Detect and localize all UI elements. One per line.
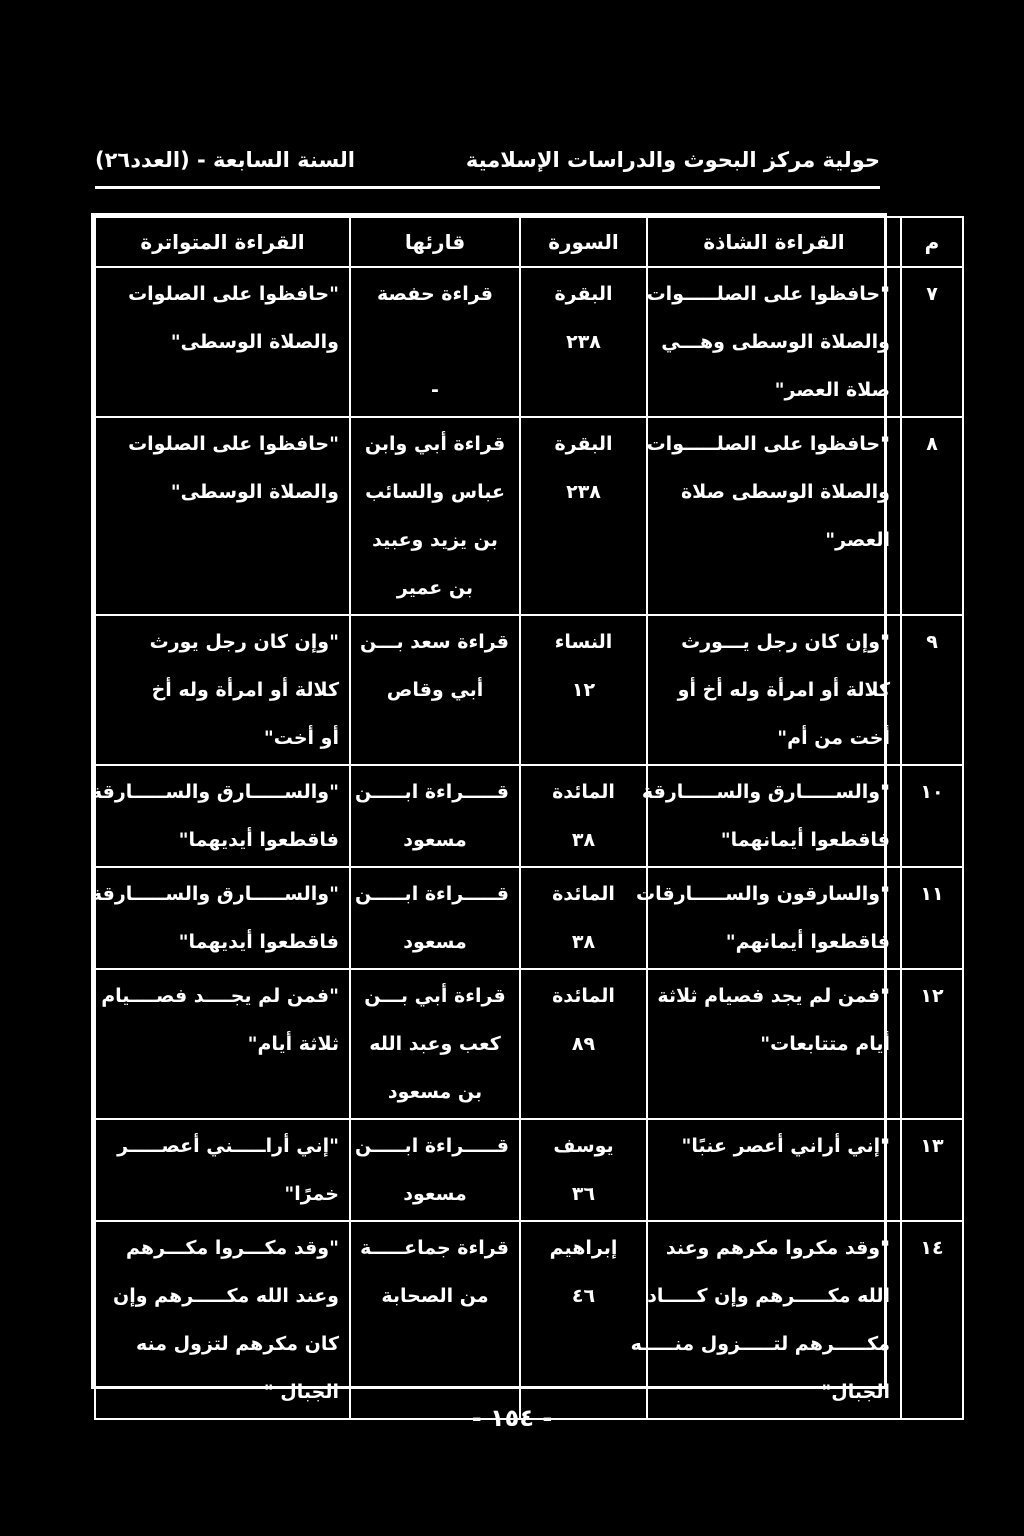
mutawatir-reading-cell — [90, 867, 350, 969]
table-header-row — [95, 217, 963, 267]
sura-cell-line: يوسف — [553, 1135, 614, 1157]
table-row — [95, 867, 963, 969]
table-row — [95, 969, 963, 1119]
sura-cell — [520, 417, 647, 615]
sura-cell — [520, 969, 647, 1119]
mutawatir-reading-cell — [95, 969, 350, 1119]
shadh-reading-cell-line: والصلاة الوسطى صلاة — [680, 481, 890, 503]
shadh-reading-cell-line: "وإن كان رجل يـــورث — [681, 631, 890, 653]
shadh-reading-cell — [647, 267, 901, 417]
shadh-reading-cell-line: فاقطعوا أيمانهما" — [720, 829, 890, 851]
sura-cell-line: ٢٣٨ — [566, 331, 601, 353]
mutawatir-reading-cell — [95, 1221, 350, 1419]
mutawatir-reading-cell-line: "وإن كان رجل يورث — [149, 631, 339, 653]
mutawatir-reading-cell-line: فاقطعوا أيديهما" — [178, 829, 339, 851]
sura-cell-line: المائدة — [552, 883, 615, 905]
shadh-reading-cell-line: "حافظوا على الصلـــــوات — [646, 283, 890, 305]
mutawatir-reading-cell-line: "إني أراـــــني أعصـــــر — [117, 1135, 339, 1157]
shadh-reading-cell-line: مكـــــرهم لتـــــزول منـــــه — [630, 1333, 890, 1355]
sura-cell-line: البقرة — [554, 433, 613, 455]
reader-cell-line: كعب وعبد الله — [369, 1033, 501, 1055]
shadh-reading-cell-line: العصر" — [825, 529, 890, 551]
mutawatir-reading-cell — [95, 615, 350, 765]
page-header — [95, 140, 880, 180]
mutawatir-reading-cell — [95, 417, 350, 615]
reader-cell-line: قراءة جماعـــــة — [360, 1237, 509, 1259]
mutawatir-reading-cell-line: والصلاة الوسطى" — [170, 481, 339, 503]
shadh-reading-cell-line: والصلاة الوسطى وهـــي — [661, 331, 890, 353]
sura-cell-line: ٣٦ — [571, 1183, 596, 1205]
table-row — [95, 267, 963, 417]
shadh-reading-cell-line: صلاة العصر" — [774, 379, 890, 401]
shadh-reading-cell — [647, 615, 901, 765]
row-number: ١٠ — [901, 765, 963, 867]
shadh-reading-cell-line: "وقد مكروا مكرهم وعند — [665, 1237, 890, 1259]
header-mutawatir: القراءة المتواترة — [95, 217, 350, 267]
mutawatir-reading-cell-line: أو أخت" — [263, 727, 339, 749]
row-number: ١٤ — [901, 1221, 963, 1419]
shadh-reading-cell-line: "حافظوا على الصلـــــوات — [646, 433, 890, 455]
reader-cell — [350, 1119, 520, 1221]
shadh-reading-cell-line: فاقطعوا أيمانهم" — [725, 931, 890, 953]
shadh-reading-cell — [647, 417, 901, 615]
table-row — [95, 1221, 963, 1419]
sura-cell-line: ٢٣٨ — [566, 481, 601, 503]
mutawatir-reading-cell-line: والصلاة الوسطى" — [170, 331, 339, 353]
header-rule — [95, 186, 880, 189]
reader-cell-line: بن مسعود — [387, 1081, 483, 1103]
table-row — [95, 765, 963, 867]
reader-cell-line: بن عمير — [396, 577, 474, 599]
shadh-reading-cell-line: "والســـــارق والســـــارقة — [641, 781, 890, 803]
table-row — [95, 417, 963, 615]
row-number: ١١ — [901, 867, 963, 969]
reader-cell-line: مسعود — [403, 1183, 467, 1205]
row-number: ٩ — [901, 615, 963, 765]
reader-cell-line: عباس والسائب — [365, 481, 505, 503]
shadh-reading-cell-line: "فمن لم يجد فصيام ثلاثة — [657, 985, 890, 1007]
sura-cell-line: إبراهيم — [549, 1237, 618, 1259]
sura-cell-line: المائدة — [552, 985, 615, 1007]
page-number: - ١٥٤ - — [471, 1404, 553, 1432]
mutawatir-reading-cell-line: "وقد مكـــروا مكـــرهم — [126, 1237, 339, 1259]
mutawatir-reading-cell-line: كلالة أو امرأة وله أخ — [151, 679, 339, 701]
mutawatir-reading-cell-line: "والســـــارق والســـــارقة — [90, 781, 339, 803]
shadh-reading-cell-line: كلالة أو امرأة وله أخ أو — [677, 679, 890, 701]
reader-cell-line: مسعود — [403, 829, 467, 851]
sura-cell — [520, 867, 647, 969]
table-row — [95, 615, 963, 765]
reader-cell-line: أبي وقاص — [386, 679, 484, 701]
mutawatir-reading-cell-line: خمرًا" — [284, 1183, 339, 1205]
reader-cell-line: قـــــراءة ابـــــن — [354, 883, 509, 905]
shadh-reading-cell-line: الجبال" — [821, 1381, 890, 1403]
sura-cell-line: المائدة — [552, 781, 615, 803]
reader-cell-line: قـــــراءة ابـــــن — [354, 1135, 509, 1157]
mutawatir-reading-cell-line: ثلاثة أيام" — [247, 1033, 339, 1055]
shadh-reading-cell-line: أخت من أم" — [777, 727, 890, 749]
sura-cell-line: ٨٩ — [571, 1033, 596, 1055]
reader-cell-line: قراءة أبي بـــن — [364, 985, 506, 1007]
mutawatir-reading-cell — [95, 1119, 350, 1221]
shadh-reading-cell-line: أيام متتابعات" — [760, 1033, 890, 1055]
sura-cell-line: ١٢ — [571, 679, 596, 701]
reader-cell — [350, 615, 520, 765]
mutawatir-reading-cell — [90, 765, 350, 867]
journal-title: حولية مركز البحوث والدراسات الإسلامية — [465, 148, 880, 172]
header-shadh: القراءة الشاذة — [647, 217, 901, 267]
sura-cell-line: النساء — [554, 631, 613, 653]
sura-cell-line: ٣٨ — [571, 829, 596, 851]
reader-cell — [350, 417, 520, 615]
reader-cell-line: قراءة أبي وابن — [364, 433, 506, 455]
row-number: ٨ — [901, 417, 963, 615]
reader-cell-line: مسعود — [403, 931, 467, 953]
mutawatir-reading-cell-line: "والســـــارق والســـــارقة — [90, 883, 339, 905]
reader-cell-line: قراءة سعد بـــن — [359, 631, 509, 653]
sura-cell — [520, 1119, 647, 1221]
mutawatir-reading-cell-line: كان مكرهم لتزول منه — [136, 1333, 339, 1355]
sura-cell-line: ٣٨ — [571, 931, 596, 953]
reader-cell-line: من الصحابة — [381, 1285, 489, 1307]
sura-cell — [520, 267, 647, 417]
shadh-reading-cell-line: "والسارقون والســـــارقات — [636, 883, 890, 905]
reader-cell — [350, 765, 520, 867]
shadh-reading-cell — [641, 765, 901, 867]
sura-cell — [520, 1221, 647, 1419]
reader-cell-line: - — [431, 379, 439, 401]
mutawatir-reading-cell-line: فاقطعوا أيديهما" — [178, 931, 339, 953]
reader-cell — [350, 969, 520, 1119]
mutawatir-reading-cell-line: الجبال " — [263, 1381, 339, 1403]
header-sura: السورة — [520, 217, 647, 267]
table-row — [95, 1119, 963, 1221]
shadh-reading-cell — [647, 969, 901, 1119]
mutawatir-reading-cell — [95, 267, 350, 417]
reader-cell — [350, 867, 520, 969]
mutawatir-reading-cell-line: "حافظوا على الصلوات — [128, 283, 339, 305]
reader-cell — [350, 1221, 520, 1419]
reader-cell — [350, 267, 520, 417]
issue-label: السنة السابعة - (العدد٢٦) — [95, 148, 355, 172]
shadh-reading-cell — [636, 867, 901, 969]
reader-cell-line — [361, 318, 509, 366]
sura-cell-line: ٤٦ — [571, 1285, 596, 1307]
header-num: م — [901, 217, 963, 267]
shadh-reading-cell — [647, 1119, 901, 1221]
shadh-reading-cell-line: "إني أراني أعصر عنبًا" — [681, 1135, 890, 1157]
mutawatir-reading-cell-line: "حافظوا على الصلوات — [128, 433, 339, 455]
readings-table — [90, 213, 944, 1403]
mutawatir-reading-cell-line: وعند الله مكـــــرهم وإن — [112, 1285, 339, 1307]
shadh-reading-cell-line: الله مكـــــرهم وإن كـــــاد — [647, 1285, 890, 1307]
row-number: ١٣ — [901, 1119, 963, 1221]
reader-cell-line: قـــــراءة ابـــــن — [354, 781, 509, 803]
sura-cell-line: البقرة — [554, 283, 613, 305]
shadh-reading-cell — [630, 1221, 901, 1419]
sura-cell — [520, 615, 647, 765]
row-number: ١٢ — [901, 969, 963, 1119]
header-reader: قارئها — [350, 217, 520, 267]
mutawatir-reading-cell-line: "فمن لم يجــــد فصــــيام — [101, 985, 339, 1007]
reader-cell-line: بن يزيد وعبيد — [372, 529, 498, 551]
row-number: ٧ — [901, 267, 963, 417]
sura-cell — [520, 765, 647, 867]
reader-cell-line: قراءة حفصة — [377, 283, 493, 305]
